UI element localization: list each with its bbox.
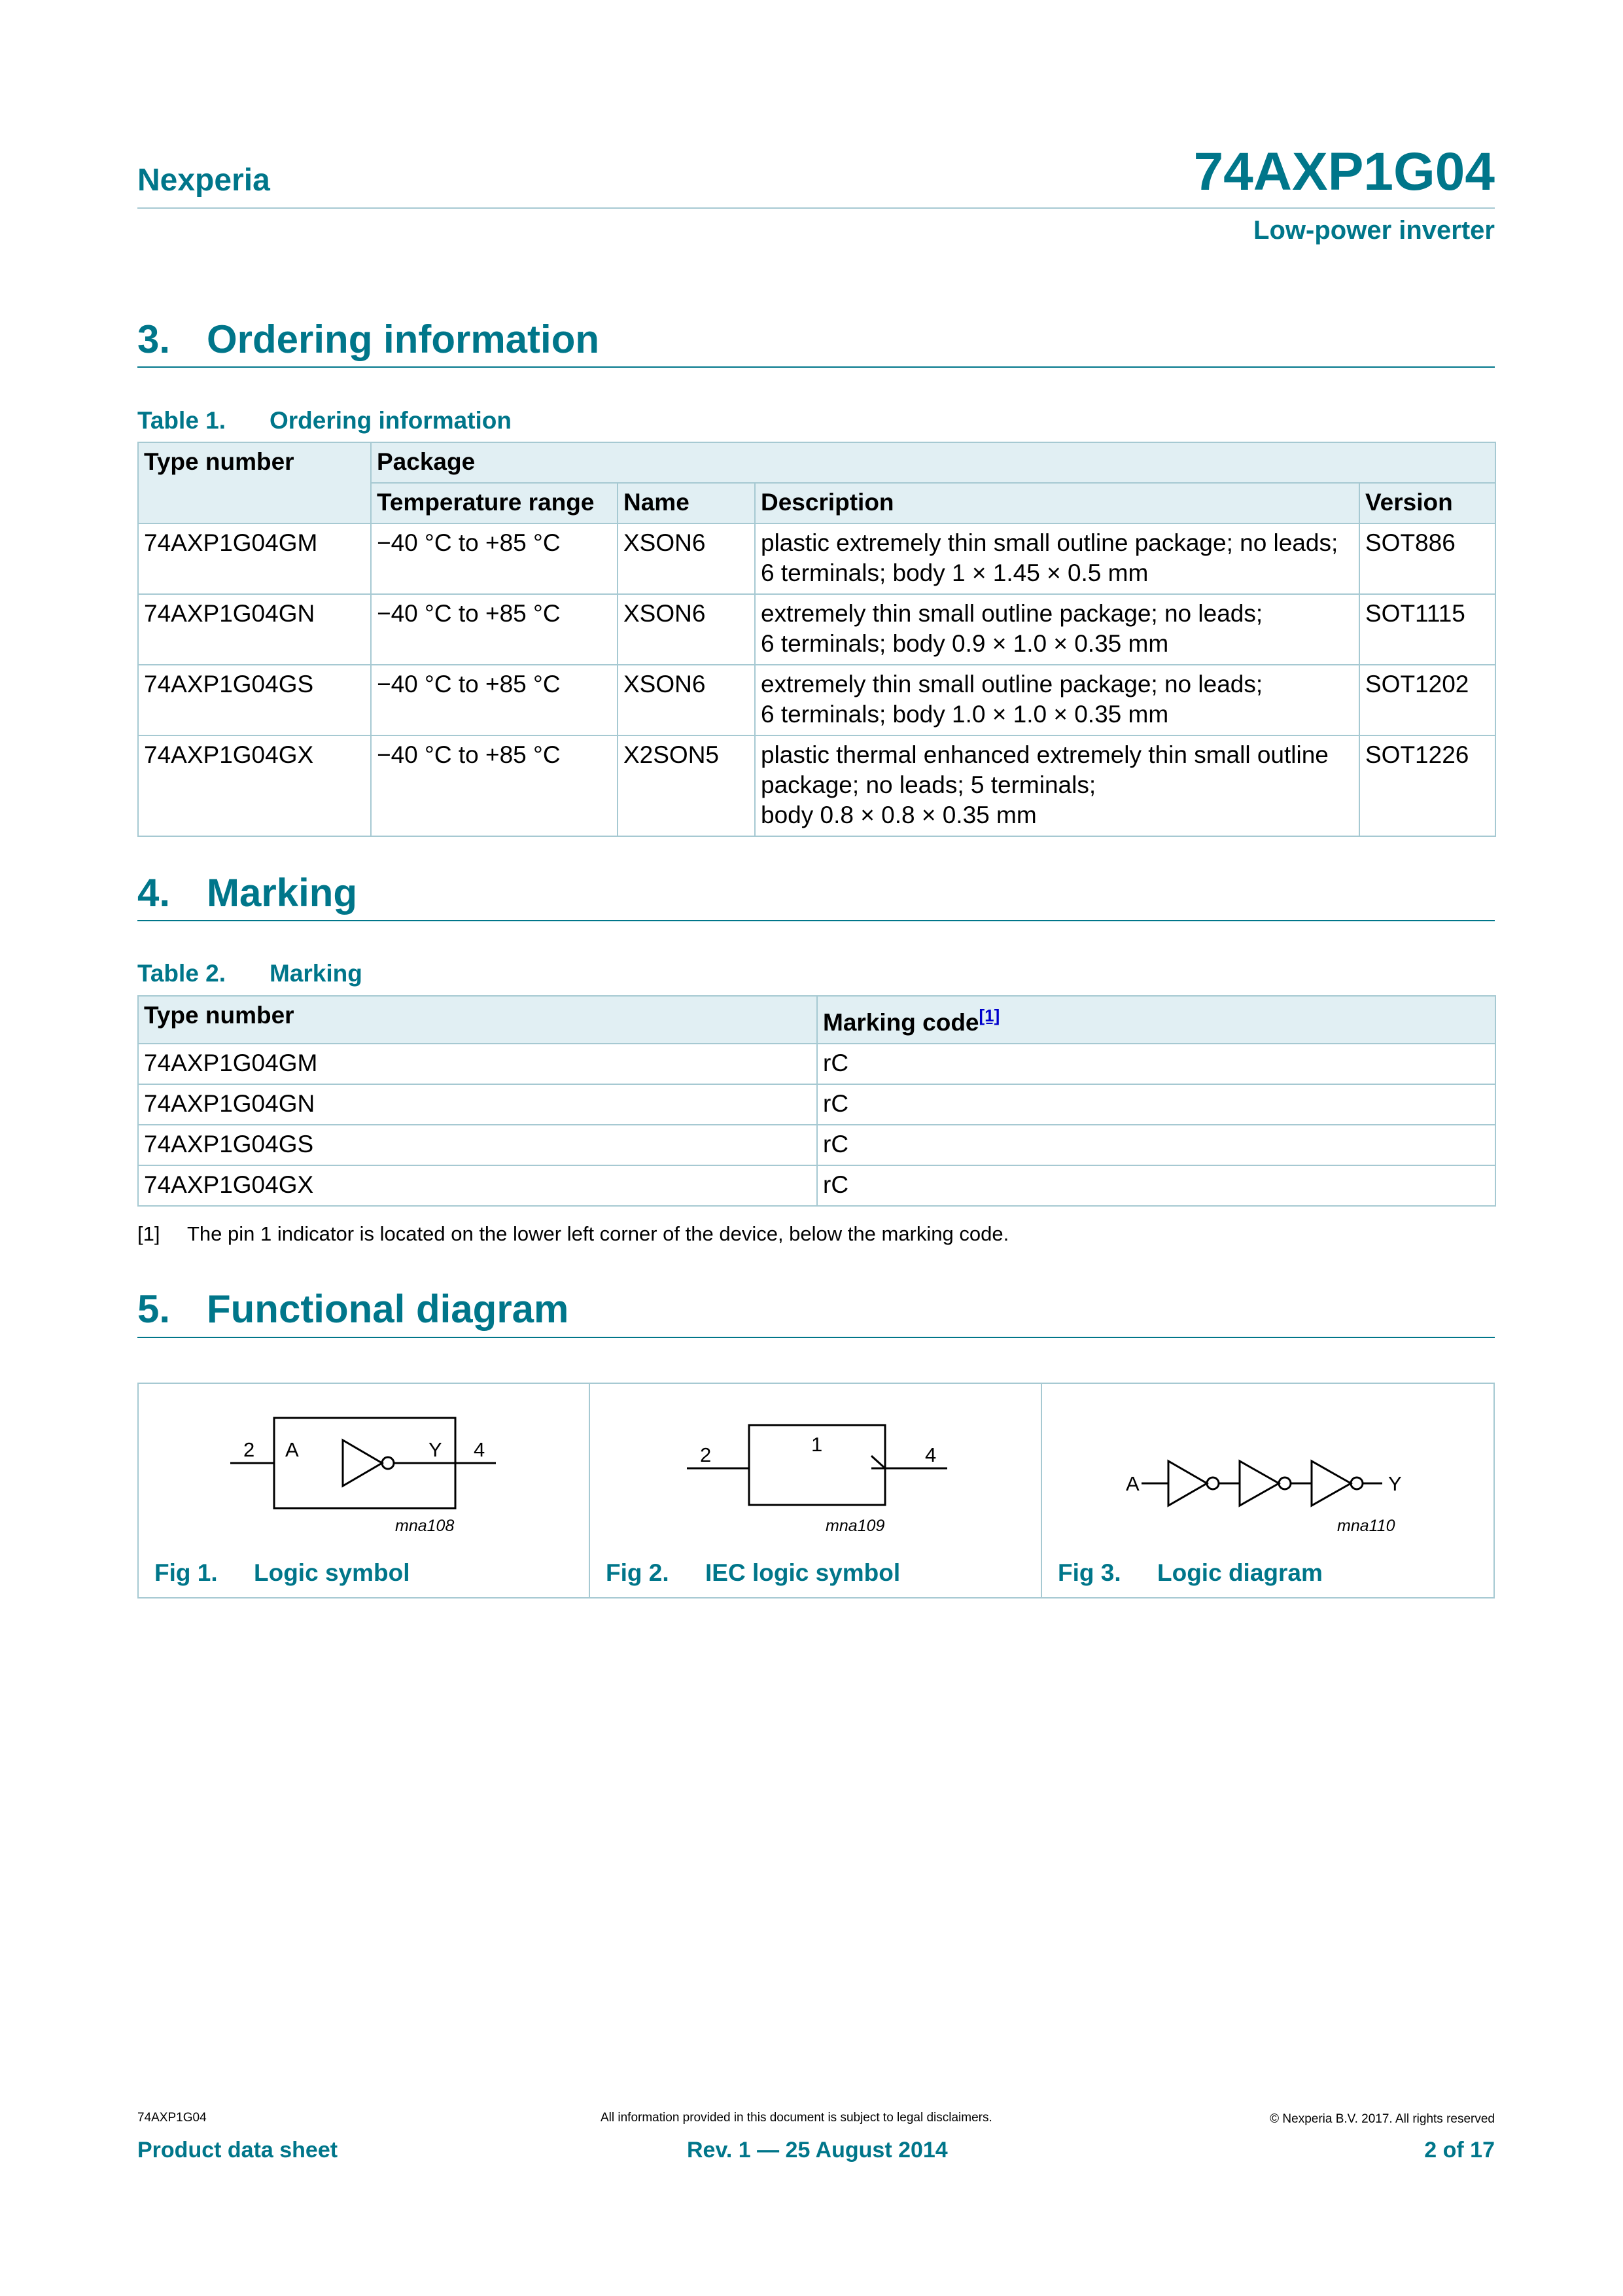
drawing-code: mna109 bbox=[826, 1517, 885, 1535]
figure-caption bbox=[606, 1559, 900, 1587]
cell-type-number: 74AXP1G04GX bbox=[138, 735, 371, 836]
cell-description bbox=[755, 523, 1359, 594]
cell-version: SOT1226 bbox=[1359, 735, 1495, 836]
header-name: Name bbox=[618, 483, 755, 523]
brand-name: Nexperia bbox=[137, 163, 270, 198]
table-row bbox=[138, 665, 1495, 735]
inverter-triangle-icon bbox=[1312, 1461, 1351, 1506]
cell-type-number: 74AXP1G04GX bbox=[138, 1165, 817, 1206]
cell-marking-code: rC bbox=[817, 1044, 1495, 1084]
header-type-number: Type number bbox=[138, 996, 817, 1044]
figure-logic-diagram bbox=[1041, 1383, 1495, 1598]
inverter-triangle-icon bbox=[1168, 1461, 1207, 1506]
part-number: 74AXP1G04 bbox=[1193, 142, 1495, 202]
figure-title: IEC logic symbol bbox=[705, 1559, 901, 1586]
output-label: Y bbox=[1388, 1472, 1402, 1495]
footnote-ref-link[interactable]: [1] bbox=[979, 1006, 1000, 1025]
cell-version: SOT1202 bbox=[1359, 665, 1495, 735]
table-row bbox=[138, 735, 1495, 836]
table-row bbox=[138, 1044, 1495, 1084]
cell-marking-code: rC bbox=[817, 1125, 1495, 1165]
cell-temperature: −40 °C to +85 °C bbox=[371, 665, 618, 735]
header-type-number: Type number bbox=[138, 442, 371, 523]
cell-temperature: −40 °C to +85 °C bbox=[371, 523, 618, 594]
table-caption-title: Marking bbox=[270, 960, 362, 987]
pin-in-number: 2 bbox=[700, 1443, 712, 1466]
marking-table bbox=[137, 995, 1496, 1207]
description-line: plastic extremely thin small outline package; no leads; bbox=[761, 529, 1338, 556]
section-number: 5. bbox=[137, 1287, 171, 1331]
cell-version: SOT886 bbox=[1359, 523, 1495, 594]
section-divider bbox=[137, 366, 1495, 368]
footer-page-number: 2 of 17 bbox=[1424, 2138, 1495, 2163]
pin-out-number: 4 bbox=[925, 1443, 937, 1466]
cell-temperature: −40 °C to +85 °C bbox=[371, 735, 618, 836]
drawing-code: mna108 bbox=[395, 1517, 455, 1535]
table-row bbox=[138, 1165, 1495, 1206]
table-footnote bbox=[137, 1222, 1009, 1246]
description-line: 6 terminals; body 1 × 1.45 × 0.5 mm bbox=[761, 559, 1149, 586]
pin-in-number: 2 bbox=[243, 1438, 255, 1461]
figure-title: Logic symbol bbox=[254, 1559, 410, 1586]
input-label: A bbox=[1126, 1472, 1140, 1495]
cell-package-name: XSON6 bbox=[618, 594, 755, 665]
cell-type-number: 74AXP1G04GM bbox=[138, 1044, 817, 1084]
inverter-triangle-icon bbox=[1240, 1461, 1279, 1506]
document-subtitle: Low-power inverter bbox=[1253, 216, 1495, 245]
table-caption-title: Ordering information bbox=[270, 407, 512, 434]
header-description: Description bbox=[755, 483, 1359, 523]
description-line: plastic thermal enhanced extremely thin small outline bbox=[761, 741, 1329, 768]
figure-number: Fig 2. bbox=[606, 1559, 669, 1586]
header-version: Version bbox=[1359, 483, 1495, 523]
table-row bbox=[138, 523, 1495, 594]
section-functional-title bbox=[137, 1286, 568, 1332]
description-line: 6 terminals; body 0.9 × 1.0 × 0.35 mm bbox=[761, 630, 1169, 657]
pin-out-number: 4 bbox=[474, 1438, 485, 1461]
footer-doc-type: Product data sheet bbox=[137, 2138, 338, 2163]
footer-disclaimer: All information provided in this document is subject to legal disclaimers. bbox=[601, 2111, 992, 2125]
cell-version: SOT1115 bbox=[1359, 594, 1495, 665]
footer-revision: Rev. 1 — 25 August 2014 bbox=[687, 2138, 948, 2163]
footer-doc-id: 74AXP1G04 bbox=[137, 2111, 207, 2125]
section-title-text: Ordering information bbox=[207, 317, 599, 361]
cell-description bbox=[755, 665, 1359, 735]
table-row bbox=[138, 1084, 1495, 1125]
section-number: 4. bbox=[137, 871, 171, 915]
inverter-triangle-icon bbox=[343, 1440, 382, 1486]
cell-description bbox=[755, 594, 1359, 665]
description-line: 6 terminals; body 1.0 × 1.0 × 0.35 mm bbox=[761, 701, 1169, 728]
figure-caption bbox=[1058, 1559, 1323, 1587]
description-line: body 0.8 × 0.8 × 0.35 mm bbox=[761, 802, 1037, 828]
cell-package-name: XSON6 bbox=[618, 523, 755, 594]
figure-caption bbox=[154, 1559, 410, 1587]
output-label: Y bbox=[428, 1438, 442, 1461]
table-row bbox=[138, 1125, 1495, 1165]
header-marking-code-label: Marking code bbox=[823, 1009, 979, 1036]
table2-caption bbox=[137, 960, 362, 987]
cell-marking-code: rC bbox=[817, 1165, 1495, 1206]
table-caption-number: Table 2. bbox=[137, 960, 226, 987]
section-title-text: Marking bbox=[207, 871, 358, 915]
input-label: A bbox=[285, 1438, 299, 1461]
section-title-text: Functional diagram bbox=[207, 1287, 569, 1331]
cell-package-name: XSON6 bbox=[618, 665, 755, 735]
cell-package-name: X2SON5 bbox=[618, 735, 755, 836]
section-divider bbox=[137, 1337, 1495, 1338]
header-temperature-range: Temperature range bbox=[371, 483, 618, 523]
cell-type-number: 74AXP1G04GS bbox=[138, 1125, 817, 1165]
cell-marking-code: rC bbox=[817, 1084, 1495, 1125]
figure-logic-symbol bbox=[137, 1383, 590, 1598]
figure-iec-logic-symbol bbox=[589, 1383, 1042, 1598]
figure-number: Fig 3. bbox=[1058, 1559, 1121, 1586]
description-line: extremely thin small outline package; no leads; bbox=[761, 671, 1263, 698]
header-package: Package bbox=[371, 442, 1495, 483]
description-line: extremely thin small outline package; no leads; bbox=[761, 600, 1263, 627]
cell-description bbox=[755, 735, 1359, 836]
section-divider bbox=[137, 920, 1495, 921]
ordering-table bbox=[137, 442, 1496, 837]
header-marking-code bbox=[817, 996, 1495, 1044]
table-caption-number: Table 1. bbox=[137, 407, 226, 434]
figure-title: Logic diagram bbox=[1157, 1559, 1323, 1586]
footnote-number: [1] bbox=[137, 1222, 160, 1245]
table1-caption bbox=[137, 407, 512, 434]
cell-type-number: 74AXP1G04GN bbox=[138, 594, 371, 665]
cell-type-number: 74AXP1G04GS bbox=[138, 665, 371, 735]
section-marking-title bbox=[137, 870, 357, 915]
drawing-code: mna110 bbox=[1337, 1517, 1395, 1535]
cell-temperature: −40 °C to +85 °C bbox=[371, 594, 618, 665]
table-row bbox=[138, 594, 1495, 665]
description-line: package; no leads; 5 terminals; bbox=[761, 771, 1096, 798]
footnote-text: The pin 1 indicator is located on the lower left corner of the device, below the marking code. bbox=[187, 1222, 1009, 1245]
figure-number: Fig 1. bbox=[154, 1559, 218, 1586]
section-ordering-title bbox=[137, 317, 599, 362]
negation-indicator-icon bbox=[871, 1456, 885, 1468]
cell-type-number: 74AXP1G04GN bbox=[138, 1084, 817, 1125]
footer-copyright: © Nexperia B.V. 2017. All rights reserved bbox=[1270, 2112, 1495, 2126]
section-number: 3. bbox=[137, 317, 171, 361]
cell-type-number: 74AXP1G04GM bbox=[138, 523, 371, 594]
qualifier-label: 1 bbox=[811, 1433, 823, 1456]
header-divider bbox=[137, 207, 1495, 209]
